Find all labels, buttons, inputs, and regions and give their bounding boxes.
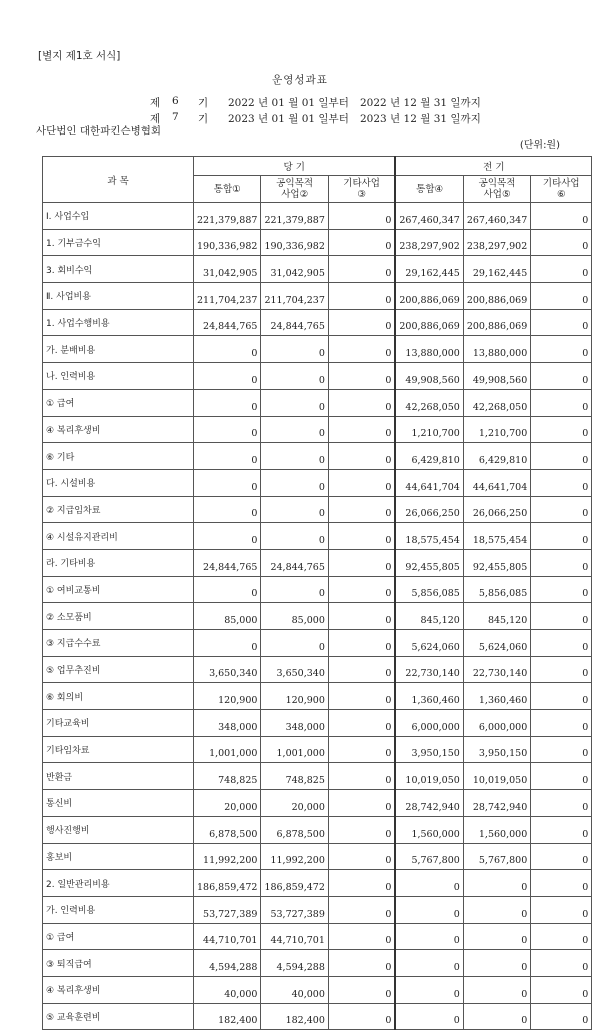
cell-total-previous: 200,886,069 <box>395 283 463 310</box>
cell-other-previous: 0 <box>531 816 592 843</box>
cell-item-name: 라. 기타비용 <box>43 549 194 576</box>
period-unit: 기 <box>198 113 209 125</box>
cell-other-previous: 0 <box>531 576 592 603</box>
cell-other-current: 0 <box>328 896 395 923</box>
cell-item-name: ① 여비교통비 <box>43 576 194 603</box>
cell-item-name: ③ 지급수수료 <box>43 630 194 657</box>
period-prefix: 제 <box>150 113 161 125</box>
cell-other-previous: 0 <box>531 603 592 630</box>
cell-other-current: 0 <box>328 683 395 710</box>
cell-total-previous: 845,120 <box>395 603 463 630</box>
cell-item-name: 가. 인력비용 <box>43 896 194 923</box>
header-other-current: 기타사업 ③ <box>328 176 395 203</box>
cell-total-previous: 26,066,250 <box>395 496 463 523</box>
cell-public-previous: 42,268,050 <box>463 389 530 416</box>
cell-public-previous: 0 <box>463 976 530 1003</box>
header-public-current: 공익목적 사업② <box>261 176 328 203</box>
table-row <box>43 816 592 843</box>
cell-total-previous: 42,268,050 <box>395 389 463 416</box>
cell-item-name: ⑤ 교육훈련비 <box>43 1003 194 1030</box>
cell-other-previous: 0 <box>531 363 592 390</box>
cell-other-current: 0 <box>328 203 395 230</box>
cell-item-name: ① 급여 <box>43 923 194 950</box>
cell-total-current: 0 <box>194 416 261 443</box>
table-row <box>43 443 592 470</box>
cell-total-current: 24,844,765 <box>194 549 261 576</box>
cell-public-current: 40,000 <box>261 976 328 1003</box>
cell-other-previous: 0 <box>531 443 592 470</box>
cell-public-current: 0 <box>261 416 328 443</box>
cell-total-current: 190,336,982 <box>194 229 261 256</box>
cell-total-current: 31,042,905 <box>194 256 261 283</box>
cell-total-current: 0 <box>194 363 261 390</box>
cell-public-previous: 92,455,805 <box>463 549 530 576</box>
table-row <box>43 656 592 683</box>
cell-public-current: 0 <box>261 576 328 603</box>
cell-other-previous: 0 <box>531 469 592 496</box>
cell-public-current: 190,336,982 <box>261 229 328 256</box>
cell-other-current: 0 <box>328 976 395 1003</box>
cell-total-current: 1,001,000 <box>194 736 261 763</box>
cell-total-current: 20,000 <box>194 790 261 817</box>
cell-total-previous: 29,162,445 <box>395 256 463 283</box>
cell-other-previous: 0 <box>531 656 592 683</box>
cell-total-previous: 267,460,347 <box>395 203 463 230</box>
cell-other-current: 0 <box>328 843 395 870</box>
table-row <box>43 203 592 230</box>
cell-item-name: Ⅰ. 사업수입 <box>43 203 194 230</box>
period-end: 2022 년 12 월 31 일까지 <box>360 97 481 109</box>
cell-public-previous: 845,120 <box>463 603 530 630</box>
cell-public-current: 348,000 <box>261 710 328 737</box>
operating-results-table <box>42 156 592 1030</box>
table-row <box>43 870 592 897</box>
cell-item-name: ④ 복리후생비 <box>43 976 194 1003</box>
header-total-current: 통합① <box>194 176 261 203</box>
cell-public-previous: 267,460,347 <box>463 203 530 230</box>
cell-other-previous: 0 <box>531 843 592 870</box>
cell-other-current: 0 <box>328 469 395 496</box>
table-row <box>43 576 592 603</box>
cell-other-current: 0 <box>328 923 395 950</box>
cell-total-current: 221,379,887 <box>194 203 261 230</box>
cell-public-previous: 0 <box>463 870 530 897</box>
cell-public-current: 0 <box>261 469 328 496</box>
table-row <box>43 336 592 363</box>
cell-public-current: 0 <box>261 523 328 550</box>
cell-public-current: 221,379,887 <box>261 203 328 230</box>
cell-other-current: 0 <box>328 443 395 470</box>
cell-total-previous: 1,360,460 <box>395 683 463 710</box>
cell-other-previous: 0 <box>531 203 592 230</box>
cell-other-current: 0 <box>328 549 395 576</box>
header-current-period: 당 기 <box>194 157 396 176</box>
cell-total-current: 24,844,765 <box>194 309 261 336</box>
cell-item-name: 나. 인력비용 <box>43 363 194 390</box>
cell-total-current: 3,650,340 <box>194 656 261 683</box>
cell-item-name: 반환금 <box>43 763 194 790</box>
cell-total-current: 0 <box>194 389 261 416</box>
period-prefix: 제 <box>150 97 161 109</box>
cell-total-previous: 3,950,150 <box>395 736 463 763</box>
cell-public-previous: 28,742,940 <box>463 790 530 817</box>
table-row <box>43 1003 592 1030</box>
cell-public-current: 24,844,765 <box>261 549 328 576</box>
cell-total-current: 53,727,389 <box>194 896 261 923</box>
table-row <box>43 976 592 1003</box>
cell-public-previous: 0 <box>463 896 530 923</box>
cell-public-current: 4,594,288 <box>261 950 328 977</box>
organization-name: 사단법인 대한파킨슨병협회 <box>36 125 162 137</box>
table-row <box>43 256 592 283</box>
cell-other-current: 0 <box>328 363 395 390</box>
document-title: 운영성과표 <box>272 74 328 86</box>
cell-total-previous: 22,730,140 <box>395 656 463 683</box>
table-row <box>43 630 592 657</box>
cell-item-name: ① 급여 <box>43 389 194 416</box>
header-total-previous: 통합④ <box>395 176 463 203</box>
cell-public-current: 85,000 <box>261 603 328 630</box>
cell-other-current: 0 <box>328 710 395 737</box>
cell-total-previous: 1,210,700 <box>395 416 463 443</box>
cell-item-name: Ⅱ. 사업비용 <box>43 283 194 310</box>
cell-total-current: 44,710,701 <box>194 923 261 950</box>
table-row <box>43 603 592 630</box>
table-row <box>43 923 592 950</box>
cell-public-previous: 200,886,069 <box>463 309 530 336</box>
cell-public-previous: 22,730,140 <box>463 656 530 683</box>
cell-total-current: 0 <box>194 630 261 657</box>
cell-other-current: 0 <box>328 389 395 416</box>
cell-other-previous: 0 <box>531 283 592 310</box>
cell-other-previous: 0 <box>531 256 592 283</box>
period-number: 6 <box>172 95 179 107</box>
table-row <box>43 229 592 256</box>
cell-total-previous: 44,641,704 <box>395 469 463 496</box>
cell-other-current: 0 <box>328 576 395 603</box>
header-public-previous: 공익목적 사업⑤ <box>463 176 530 203</box>
table-row <box>43 469 592 496</box>
table-row <box>43 843 592 870</box>
cell-public-current: 3,650,340 <box>261 656 328 683</box>
cell-other-current: 0 <box>328 496 395 523</box>
cell-total-previous: 0 <box>395 870 463 897</box>
cell-public-previous: 5,624,060 <box>463 630 530 657</box>
header-other-previous: 기타사업 ⑥ <box>531 176 592 203</box>
cell-other-previous: 0 <box>531 683 592 710</box>
cell-public-current: 24,844,765 <box>261 309 328 336</box>
cell-total-previous: 10,019,050 <box>395 763 463 790</box>
table-row <box>43 309 592 336</box>
cell-item-name: 다. 시설비용 <box>43 469 194 496</box>
table-row <box>43 736 592 763</box>
form-label: [별지 제1호 서식] <box>38 50 121 62</box>
cell-item-name: 기타임차료 <box>43 736 194 763</box>
cell-other-previous: 0 <box>531 630 592 657</box>
cell-item-name: ⑥ 기타 <box>43 443 194 470</box>
cell-total-previous: 92,455,805 <box>395 549 463 576</box>
cell-other-previous: 0 <box>531 496 592 523</box>
cell-public-current: 53,727,389 <box>261 896 328 923</box>
cell-item-name: ③ 퇴직급여 <box>43 950 194 977</box>
cell-public-previous: 44,641,704 <box>463 469 530 496</box>
table-row <box>43 363 592 390</box>
cell-other-current: 0 <box>328 336 395 363</box>
cell-item-name: 행사진행비 <box>43 816 194 843</box>
cell-other-previous: 0 <box>531 896 592 923</box>
cell-other-previous: 0 <box>531 1003 592 1030</box>
table-row <box>43 683 592 710</box>
cell-public-current: 748,825 <box>261 763 328 790</box>
cell-public-previous: 49,908,560 <box>463 363 530 390</box>
cell-public-previous: 6,429,810 <box>463 443 530 470</box>
cell-public-previous: 10,019,050 <box>463 763 530 790</box>
cell-public-current: 211,704,237 <box>261 283 328 310</box>
cell-other-previous: 0 <box>531 710 592 737</box>
cell-total-current: 0 <box>194 336 261 363</box>
period-start: 2023 년 01 월 01 일부터 <box>228 113 349 125</box>
cell-total-current: 6,878,500 <box>194 816 261 843</box>
cell-total-current: 85,000 <box>194 603 261 630</box>
cell-item-name: 3. 회비수익 <box>43 256 194 283</box>
cell-public-previous: 5,767,800 <box>463 843 530 870</box>
cell-item-name: ④ 복리후생비 <box>43 416 194 443</box>
cell-other-previous: 0 <box>531 923 592 950</box>
cell-total-previous: 1,560,000 <box>395 816 463 843</box>
cell-other-current: 0 <box>328 523 395 550</box>
cell-other-current: 0 <box>328 283 395 310</box>
cell-public-previous: 3,950,150 <box>463 736 530 763</box>
table-row <box>43 283 592 310</box>
cell-total-current: 0 <box>194 496 261 523</box>
cell-total-current: 4,594,288 <box>194 950 261 977</box>
cell-total-previous: 0 <box>395 976 463 1003</box>
period-end: 2023 년 12 월 31 일까지 <box>360 113 481 125</box>
cell-total-previous: 5,856,085 <box>395 576 463 603</box>
cell-public-current: 182,400 <box>261 1003 328 1030</box>
cell-other-current: 0 <box>328 656 395 683</box>
cell-item-name: 홍보비 <box>43 843 194 870</box>
cell-item-name: 1. 기부금수익 <box>43 229 194 256</box>
period-start: 2022 년 01 월 01 일부터 <box>228 97 349 109</box>
cell-total-previous: 200,886,069 <box>395 309 463 336</box>
cell-total-current: 748,825 <box>194 763 261 790</box>
cell-other-current: 0 <box>328 870 395 897</box>
cell-public-previous: 200,886,069 <box>463 283 530 310</box>
cell-total-previous: 0 <box>395 950 463 977</box>
cell-other-previous: 0 <box>531 976 592 1003</box>
cell-item-name: 1. 사업수행비용 <box>43 309 194 336</box>
header-previous-period: 전 기 <box>395 157 591 176</box>
table-row <box>43 710 592 737</box>
cell-public-current: 0 <box>261 496 328 523</box>
cell-other-previous: 0 <box>531 523 592 550</box>
cell-total-current: 120,900 <box>194 683 261 710</box>
cell-total-previous: 0 <box>395 1003 463 1030</box>
cell-public-previous: 0 <box>463 1003 530 1030</box>
cell-other-previous: 0 <box>531 229 592 256</box>
cell-other-current: 0 <box>328 950 395 977</box>
cell-other-current: 0 <box>328 416 395 443</box>
cell-total-current: 186,859,472 <box>194 870 261 897</box>
cell-public-previous: 1,210,700 <box>463 416 530 443</box>
cell-public-current: 44,710,701 <box>261 923 328 950</box>
cell-item-name: 기타교육비 <box>43 710 194 737</box>
period-row-6 <box>0 95 600 109</box>
cell-other-previous: 0 <box>531 763 592 790</box>
cell-total-current: 182,400 <box>194 1003 261 1030</box>
cell-public-current: 0 <box>261 389 328 416</box>
cell-total-previous: 0 <box>395 923 463 950</box>
table-row <box>43 950 592 977</box>
cell-other-previous: 0 <box>531 549 592 576</box>
cell-other-previous: 0 <box>531 416 592 443</box>
cell-public-current: 0 <box>261 630 328 657</box>
cell-other-current: 0 <box>328 763 395 790</box>
cell-total-current: 0 <box>194 469 261 496</box>
cell-total-previous: 18,575,454 <box>395 523 463 550</box>
cell-other-previous: 0 <box>531 336 592 363</box>
cell-other-current: 0 <box>328 630 395 657</box>
cell-other-previous: 0 <box>531 736 592 763</box>
cell-public-previous: 1,360,460 <box>463 683 530 710</box>
table-row <box>43 790 592 817</box>
cell-total-previous: 238,297,902 <box>395 229 463 256</box>
period-unit: 기 <box>198 97 209 109</box>
cell-total-previous: 5,767,800 <box>395 843 463 870</box>
cell-public-previous: 0 <box>463 950 530 977</box>
cell-public-previous: 18,575,454 <box>463 523 530 550</box>
cell-item-name: ⑥ 회의비 <box>43 683 194 710</box>
cell-public-current: 186,859,472 <box>261 870 328 897</box>
cell-total-previous: 13,880,000 <box>395 336 463 363</box>
cell-total-current: 11,992,200 <box>194 843 261 870</box>
cell-item-name: ④ 시설유지관리비 <box>43 523 194 550</box>
cell-public-current: 20,000 <box>261 790 328 817</box>
cell-public-previous: 29,162,445 <box>463 256 530 283</box>
cell-public-previous: 1,560,000 <box>463 816 530 843</box>
cell-other-current: 0 <box>328 603 395 630</box>
cell-other-current: 0 <box>328 229 395 256</box>
table-row <box>43 523 592 550</box>
table-row <box>43 389 592 416</box>
cell-total-previous: 49,908,560 <box>395 363 463 390</box>
cell-public-previous: 238,297,902 <box>463 229 530 256</box>
table-row <box>43 416 592 443</box>
cell-other-previous: 0 <box>531 389 592 416</box>
cell-other-current: 0 <box>328 736 395 763</box>
cell-total-current: 211,704,237 <box>194 283 261 310</box>
cell-other-previous: 0 <box>531 870 592 897</box>
period-number: 7 <box>172 111 179 123</box>
cell-item-name: ② 지급임차료 <box>43 496 194 523</box>
table-row <box>43 496 592 523</box>
cell-other-current: 0 <box>328 256 395 283</box>
cell-public-current: 120,900 <box>261 683 328 710</box>
cell-public-current: 31,042,905 <box>261 256 328 283</box>
cell-public-current: 11,992,200 <box>261 843 328 870</box>
cell-other-current: 0 <box>328 790 395 817</box>
cell-total-previous: 0 <box>395 896 463 923</box>
cell-other-previous: 0 <box>531 790 592 817</box>
cell-total-current: 40,000 <box>194 976 261 1003</box>
cell-public-previous: 13,880,000 <box>463 336 530 363</box>
cell-public-previous: 5,856,085 <box>463 576 530 603</box>
cell-public-current: 0 <box>261 336 328 363</box>
cell-other-current: 0 <box>328 1003 395 1030</box>
cell-total-previous: 28,742,940 <box>395 790 463 817</box>
cell-public-current: 6,878,500 <box>261 816 328 843</box>
cell-item-name: 통신비 <box>43 790 194 817</box>
cell-public-current: 1,001,000 <box>261 736 328 763</box>
cell-total-current: 0 <box>194 443 261 470</box>
cell-public-previous: 0 <box>463 923 530 950</box>
table-row <box>43 549 592 576</box>
cell-total-previous: 6,000,000 <box>395 710 463 737</box>
cell-public-current: 0 <box>261 443 328 470</box>
cell-other-current: 0 <box>328 816 395 843</box>
cell-total-current: 0 <box>194 576 261 603</box>
cell-total-current: 348,000 <box>194 710 261 737</box>
unit-label: (단위:원) <box>519 140 560 151</box>
cell-other-previous: 0 <box>531 309 592 336</box>
cell-public-current: 0 <box>261 363 328 390</box>
cell-other-current: 0 <box>328 309 395 336</box>
cell-other-previous: 0 <box>531 950 592 977</box>
cell-item-name: ⑤ 업무추진비 <box>43 656 194 683</box>
cell-item-name: 2. 일반관리비용 <box>43 870 194 897</box>
cell-total-current: 0 <box>194 523 261 550</box>
cell-total-previous: 6,429,810 <box>395 443 463 470</box>
cell-item-name: 가. 분배비용 <box>43 336 194 363</box>
table-row <box>43 763 592 790</box>
cell-item-name: ② 소모품비 <box>43 603 194 630</box>
header-subject: 과 목 <box>43 157 194 203</box>
table-body <box>43 203 592 1030</box>
table-row <box>43 896 592 923</box>
cell-public-previous: 26,066,250 <box>463 496 530 523</box>
cell-total-previous: 5,624,060 <box>395 630 463 657</box>
cell-public-previous: 6,000,000 <box>463 710 530 737</box>
